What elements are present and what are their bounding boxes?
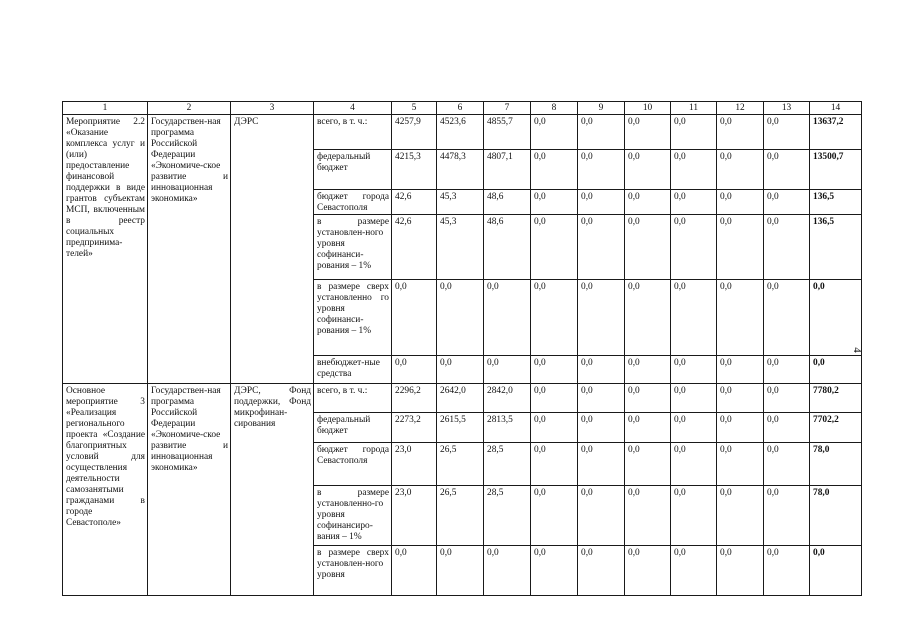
value-cell: 0,0 bbox=[717, 443, 764, 486]
value-cell: 26,5 bbox=[437, 443, 484, 486]
value-cell: 0,0 bbox=[578, 190, 625, 215]
value-cell: 4257,9 bbox=[392, 115, 437, 150]
total-cell: 78,0 bbox=[810, 486, 862, 546]
funding-source: в размере сверх установлен-ного уровня bbox=[314, 546, 392, 596]
column-header: 8 bbox=[531, 102, 578, 115]
value-cell: 48,6 bbox=[484, 190, 531, 215]
value-cell: 0,0 bbox=[764, 356, 810, 384]
value-cell: 0,0 bbox=[437, 356, 484, 384]
value-cell: 0,0 bbox=[625, 413, 671, 443]
value-cell: 0,0 bbox=[578, 150, 625, 190]
executor-name: ДЭРС, Фонд поддержки, Фонд микрофинан-сирования bbox=[231, 384, 314, 596]
value-cell: 0,0 bbox=[531, 384, 578, 413]
total-cell: 0,0 bbox=[810, 546, 862, 596]
value-cell: 0,0 bbox=[625, 443, 671, 486]
value-cell: 0,0 bbox=[578, 280, 625, 356]
value-cell: 0,0 bbox=[671, 486, 717, 546]
value-cell: 28,5 bbox=[484, 443, 531, 486]
value-cell: 45,3 bbox=[437, 215, 484, 280]
value-cell: 4215,3 bbox=[392, 150, 437, 190]
value-cell: 0,0 bbox=[671, 413, 717, 443]
measure-description: Мероприятие 2.2 «Оказание комплекса услуг и (или) предоставление финансовой поддержки в виде грантов субъектам МСП, включенным в реестр социальных предпринима-телей» bbox=[63, 115, 148, 384]
value-cell: 0,0 bbox=[764, 150, 810, 190]
table-row bbox=[63, 115, 862, 150]
value-cell: 0,0 bbox=[671, 356, 717, 384]
total-cell: 0,0 bbox=[810, 356, 862, 384]
value-cell: 0,0 bbox=[578, 486, 625, 546]
value-cell: 45,3 bbox=[437, 190, 484, 215]
value-cell: 0,0 bbox=[484, 280, 531, 356]
funding-source: в размере сверх установленно го уровня софинанси-рования – 1% bbox=[314, 280, 392, 356]
value-cell: 0,0 bbox=[717, 115, 764, 150]
column-header: 9 bbox=[578, 102, 625, 115]
total-cell: 0,0 bbox=[810, 280, 862, 356]
value-cell: 2842,0 bbox=[484, 384, 531, 413]
value-cell: 0,0 bbox=[392, 280, 437, 356]
value-cell: 0,0 bbox=[484, 356, 531, 384]
funding-source: в размере установлен-ного уровня софинанси-рования – 1% bbox=[314, 215, 392, 280]
value-cell: 0,0 bbox=[578, 413, 625, 443]
value-cell: 0,0 bbox=[578, 384, 625, 413]
value-cell: 0,0 bbox=[717, 280, 764, 356]
funding-source: всего, в т. ч.: bbox=[314, 115, 392, 150]
program-name: Государствен-ная программа Российской Федерации «Экономиче-ское развитие и инновационная экономика» bbox=[148, 115, 231, 384]
value-cell: 2273,2 bbox=[392, 413, 437, 443]
value-cell: 0,0 bbox=[625, 546, 671, 596]
header-row bbox=[63, 102, 862, 115]
funding-source: в размере установленно-го уровня софинансиро-вания – 1% bbox=[314, 486, 392, 546]
funding-source: федеральный бюджет bbox=[314, 413, 392, 443]
value-cell: 0,0 bbox=[671, 443, 717, 486]
total-cell: 13637,2 bbox=[810, 115, 862, 150]
value-cell: 0,0 bbox=[625, 115, 671, 150]
value-cell: 0,0 bbox=[764, 443, 810, 486]
value-cell: 0,0 bbox=[531, 280, 578, 356]
column-header: 5 bbox=[392, 102, 437, 115]
value-cell: 0,0 bbox=[717, 150, 764, 190]
value-cell: 48,6 bbox=[484, 215, 531, 280]
value-cell: 28,5 bbox=[484, 486, 531, 546]
value-cell: 0,0 bbox=[437, 280, 484, 356]
page-number: 4 bbox=[850, 347, 863, 353]
value-cell: 0,0 bbox=[764, 546, 810, 596]
financing-table bbox=[62, 101, 862, 596]
value-cell: 0,0 bbox=[764, 486, 810, 546]
value-cell: 0,0 bbox=[671, 215, 717, 280]
column-header: 2 bbox=[148, 102, 231, 115]
table-body bbox=[63, 102, 862, 596]
value-cell: 0,0 bbox=[764, 215, 810, 280]
value-cell: 0,0 bbox=[625, 384, 671, 413]
value-cell: 42,6 bbox=[392, 215, 437, 280]
value-cell: 0,0 bbox=[717, 546, 764, 596]
value-cell: 0,0 bbox=[531, 356, 578, 384]
table-row bbox=[63, 384, 862, 413]
value-cell: 0,0 bbox=[717, 356, 764, 384]
value-cell: 0,0 bbox=[484, 546, 531, 596]
column-header: 3 bbox=[231, 102, 314, 115]
total-cell: 78,0 bbox=[810, 443, 862, 486]
value-cell: 0,0 bbox=[531, 486, 578, 546]
value-cell: 0,0 bbox=[717, 413, 764, 443]
value-cell: 0,0 bbox=[764, 190, 810, 215]
total-cell: 7702,2 bbox=[810, 413, 862, 443]
column-header: 6 bbox=[437, 102, 484, 115]
value-cell: 0,0 bbox=[671, 115, 717, 150]
value-cell: 0,0 bbox=[625, 215, 671, 280]
value-cell: 0,0 bbox=[578, 356, 625, 384]
value-cell: 0,0 bbox=[578, 115, 625, 150]
total-cell: 136,5 bbox=[810, 215, 862, 280]
value-cell: 0,0 bbox=[437, 546, 484, 596]
column-header: 4 bbox=[314, 102, 392, 115]
value-cell: 0,0 bbox=[531, 546, 578, 596]
value-cell: 0,0 bbox=[531, 413, 578, 443]
value-cell: 0,0 bbox=[578, 546, 625, 596]
value-cell: 0,0 bbox=[671, 384, 717, 413]
program-name: Государствен-ная программа Российской Федерации «Экономиче-ское развитие и инновационная экономика» bbox=[148, 384, 231, 596]
value-cell: 4807,1 bbox=[484, 150, 531, 190]
value-cell: 0,0 bbox=[671, 190, 717, 215]
value-cell: 2296,2 bbox=[392, 384, 437, 413]
value-cell: 0,0 bbox=[578, 443, 625, 486]
value-cell: 4855,7 bbox=[484, 115, 531, 150]
measure-description: Основное мероприятие 3 «Реализация регионального проекта «Создание благоприятных условий для осуществления деятельности самозанятыми гражданами в городе Севастополе» bbox=[63, 384, 148, 596]
value-cell: 0,0 bbox=[671, 546, 717, 596]
value-cell: 0,0 bbox=[717, 190, 764, 215]
value-cell: 0,0 bbox=[671, 150, 717, 190]
value-cell: 0,0 bbox=[392, 546, 437, 596]
value-cell: 2642,0 bbox=[437, 384, 484, 413]
funding-source: всего, в т. ч.: bbox=[314, 384, 392, 413]
value-cell: 4523,6 bbox=[437, 115, 484, 150]
column-header: 1 bbox=[63, 102, 148, 115]
funding-source: внебюджет-ные средства bbox=[314, 356, 392, 384]
value-cell: 2813,5 bbox=[484, 413, 531, 443]
value-cell: 0,0 bbox=[717, 384, 764, 413]
value-cell: 0,0 bbox=[717, 215, 764, 280]
value-cell: 0,0 bbox=[671, 280, 717, 356]
column-header: 13 bbox=[764, 102, 810, 115]
value-cell: 0,0 bbox=[531, 215, 578, 280]
value-cell: 0,0 bbox=[531, 150, 578, 190]
value-cell: 0,0 bbox=[625, 190, 671, 215]
total-cell: 13500,7 bbox=[810, 150, 862, 190]
value-cell: 0,0 bbox=[531, 115, 578, 150]
value-cell: 0,0 bbox=[717, 486, 764, 546]
value-cell: 42,6 bbox=[392, 190, 437, 215]
executor-name: ДЭРС bbox=[231, 115, 314, 384]
total-cell: 136,5 bbox=[810, 190, 862, 215]
funding-source: бюджет города Севастополя bbox=[314, 190, 392, 215]
value-cell: 0,0 bbox=[625, 150, 671, 190]
total-cell: 7780,2 bbox=[810, 384, 862, 413]
value-cell: 0,0 bbox=[764, 384, 810, 413]
value-cell: 0,0 bbox=[764, 413, 810, 443]
value-cell: 2615,5 bbox=[437, 413, 484, 443]
value-cell: 4478,3 bbox=[437, 150, 484, 190]
value-cell: 0,0 bbox=[625, 356, 671, 384]
funding-source: федеральный бюджет bbox=[314, 150, 392, 190]
value-cell: 23,0 bbox=[392, 486, 437, 546]
funding-source: бюджет города Севастополя bbox=[314, 443, 392, 486]
column-header: 14 bbox=[810, 102, 862, 115]
value-cell: 26,5 bbox=[437, 486, 484, 546]
column-header: 11 bbox=[671, 102, 717, 115]
value-cell: 0,0 bbox=[392, 356, 437, 384]
value-cell: 0,0 bbox=[625, 486, 671, 546]
value-cell: 0,0 bbox=[625, 280, 671, 356]
column-header: 12 bbox=[717, 102, 764, 115]
value-cell: 0,0 bbox=[764, 115, 810, 150]
column-header: 7 bbox=[484, 102, 531, 115]
value-cell: 0,0 bbox=[764, 280, 810, 356]
value-cell: 23,0 bbox=[392, 443, 437, 486]
value-cell: 0,0 bbox=[531, 190, 578, 215]
value-cell: 0,0 bbox=[578, 215, 625, 280]
value-cell: 0,0 bbox=[531, 443, 578, 486]
column-header: 10 bbox=[625, 102, 671, 115]
